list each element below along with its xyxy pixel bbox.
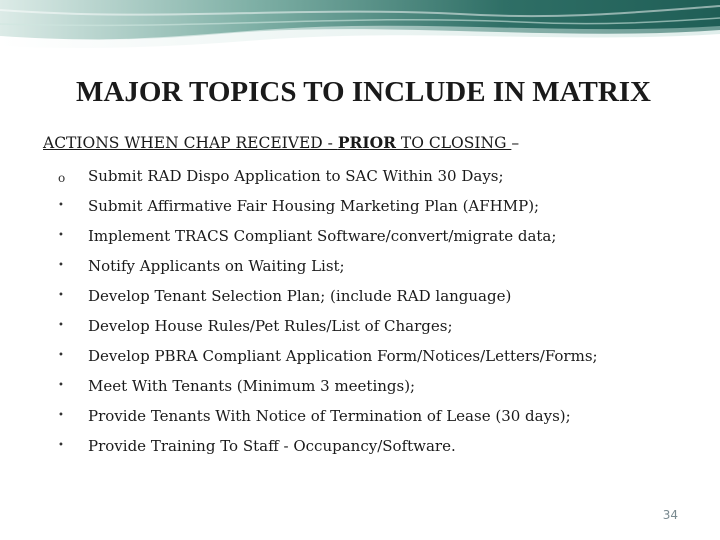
bullet-icon: • bbox=[58, 350, 64, 361]
bullet-icon: • bbox=[58, 440, 64, 451]
list-item-text: Provide Training To Staff - Occupancy/Software. bbox=[88, 437, 456, 455]
list-item-text: Develop House Rules/Pet Rules/List of Charges; bbox=[88, 317, 453, 335]
list-item-text: Develop PBRA Compliant Application Form/Notices/Letters/Forms; bbox=[88, 347, 598, 365]
circle-bullet-icon: o bbox=[58, 171, 66, 185]
list-item bbox=[58, 373, 708, 403]
slide-title: MAJOR TOPICS TO INCLUDE IN MATRIX bbox=[76, 76, 651, 108]
list-item-text: Notify Applicants on Waiting List; bbox=[88, 257, 345, 275]
list-item-text: Submit RAD Dispo Application to SAC Within 30 Days; bbox=[88, 167, 504, 185]
list-item-text: Provide Tenants With Notice of Termination of Lease (30 days); bbox=[88, 407, 571, 425]
bullet-icon: • bbox=[58, 200, 64, 211]
topic-list bbox=[58, 163, 708, 463]
list-item bbox=[58, 313, 708, 343]
decorative-banner bbox=[0, 0, 720, 62]
section-heading bbox=[43, 133, 703, 152]
list-item bbox=[58, 343, 708, 373]
bullet-icon: • bbox=[58, 320, 64, 331]
list-item-text: Meet With Tenants (Minimum 3 meetings); bbox=[88, 377, 416, 395]
bullet-icon: • bbox=[58, 230, 64, 241]
bullet-icon: • bbox=[58, 290, 64, 301]
heading-dash: – bbox=[511, 134, 520, 152]
bullet-icon: • bbox=[58, 410, 64, 421]
list-item bbox=[58, 193, 708, 223]
heading-suffix: TO CLOSING bbox=[396, 134, 512, 152]
list-item bbox=[58, 403, 708, 433]
list-item-text: Develop Tenant Selection Plan; (include RAD language) bbox=[88, 287, 512, 305]
page-number: 34 bbox=[662, 508, 678, 522]
list-item-text: Submit Affirmative Fair Housing Marketing Plan (AFHMP); bbox=[88, 197, 540, 215]
heading-bold: PRIOR bbox=[337, 133, 396, 152]
list-item bbox=[58, 223, 708, 253]
list-item bbox=[58, 433, 708, 463]
list-item-text: Implement TRACS Compliant Software/convert/migrate data; bbox=[88, 227, 557, 245]
list-item bbox=[58, 253, 708, 283]
list-item bbox=[58, 283, 708, 313]
heading-prefix: ACTIONS WHEN CHAP RECEIVED - bbox=[43, 134, 338, 152]
list-item bbox=[58, 163, 708, 193]
bullet-icon: • bbox=[58, 380, 64, 391]
bullet-icon: • bbox=[58, 260, 64, 271]
